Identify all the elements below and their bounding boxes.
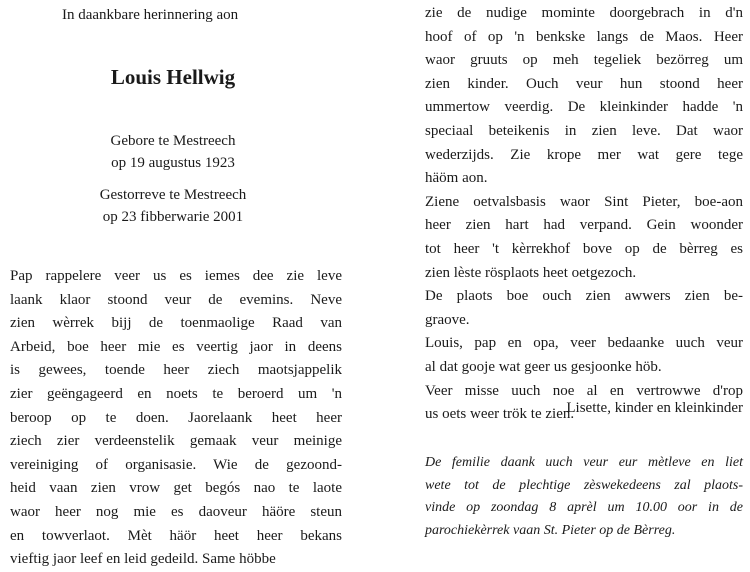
text-line: Arbeid, boe heer mie es veertig jaor in deens: [10, 338, 342, 355]
text-line: De plaots boe ouch zien awwers zien be-: [425, 288, 743, 305]
text-line: hoof of op 'n benkske langs de Maos. Heer: [425, 28, 743, 45]
text-line: Pap rappelere veer us es iemes dee zie leve: [10, 268, 342, 284]
text-line: Veer misse uuch noe al en vertrowwe d'rop: [425, 382, 743, 399]
text-line: parochiekèrrek vaan St. Pieter op de Bèrreg.: [425, 522, 676, 538]
death-date: op 23 fibberwarie 2001: [102, 209, 244, 225]
text-line: wete tot de plechtige zèswekedeens zal plaots-: [425, 477, 743, 493]
birth-date: op 19 augustus 1923: [111, 155, 235, 171]
text-line: heid vaan zien vrow get begós nao te laote: [10, 480, 342, 497]
text-line: waor heer nog mie es daoveur häöre steun: [10, 503, 342, 520]
death-place: Gestorreve te Mestreech: [99, 187, 247, 203]
text-line: vereiniging of organisasie. Wie de gezoond-: [10, 456, 342, 473]
left-body-text: [10, 265, 342, 572]
text-line: vinde op zoondag 8 aprèl um 10.00 oor in de: [425, 500, 743, 515]
birth-place: Gebore te Mestreech: [110, 133, 236, 149]
text-line: laank klaor stoond veur de evemins. Neve: [10, 291, 342, 308]
service-notice: [425, 452, 743, 542]
text-line: ziech zier verdeenstelik gemaak veur meinige: [10, 433, 342, 450]
text-line: al dat gooje wat geer us gesjoonke höb.: [425, 358, 662, 375]
text-line: vieftig jaor leef en leid gedeild. Same höbbe: [10, 551, 276, 568]
deceased-name: Louis Hellwig: [110, 65, 236, 89]
text-line: häöm aon.: [425, 170, 488, 187]
text-line: heer zien hart had verpand. Gein woonder: [425, 217, 743, 234]
text-line: speciaal beteikenis in zien leve. Dat waor: [425, 122, 743, 139]
death-info: [0, 184, 346, 228]
right-body-text: [425, 2, 743, 427]
text-line: us oets weer trök te zien.: [425, 406, 575, 423]
text-line: ummertow veerdig. De kleinkinder hadde 'n: [425, 99, 743, 116]
text-line: Ziene oetvalsbasis waor Sint Pieter, boe-aon: [425, 193, 743, 210]
signature: Lisette, kinder en kleinkinder: [566, 400, 743, 416]
text-line: De femilie daank uuch veur eur mètleve en liet: [425, 455, 743, 470]
text-line: zier geëngageerd en noets te beroerd um 'n: [10, 385, 342, 402]
text-line: Louis, pap en opa, veer bedaanke uuch veur: [425, 335, 743, 352]
text-line: tot heer 't kèrrekhof bove op de bèrreg es: [425, 240, 743, 257]
text-line: is gewees, toende heer ziech maotsjappelik: [10, 362, 342, 379]
text-line: zien lèste rösplaots heet oetgezoch.: [425, 264, 637, 281]
intro-text: In daankbare herinnering aon: [62, 7, 239, 23]
text-line: zien kinder. Ouch veur hun stoond heer: [425, 75, 743, 92]
text-line: en towverlaot. Mèt häör heet heer bekans: [10, 527, 342, 544]
text-line: beroop op te doen. Jaorelaank heet heer: [10, 409, 342, 426]
text-line: zien wèrrek bijj de toenmaolige Raad van: [10, 315, 342, 332]
text-line: wederzijds. Zie krope mer wat gere tege: [425, 146, 743, 163]
text-line: zie de nudige mominte doorgebrach in d'n: [425, 5, 743, 21]
birth-info: [0, 130, 346, 174]
text-line: waor gruuts op meh tegeliek bezörreg um: [425, 52, 743, 69]
text-line: graove.: [425, 311, 470, 328]
